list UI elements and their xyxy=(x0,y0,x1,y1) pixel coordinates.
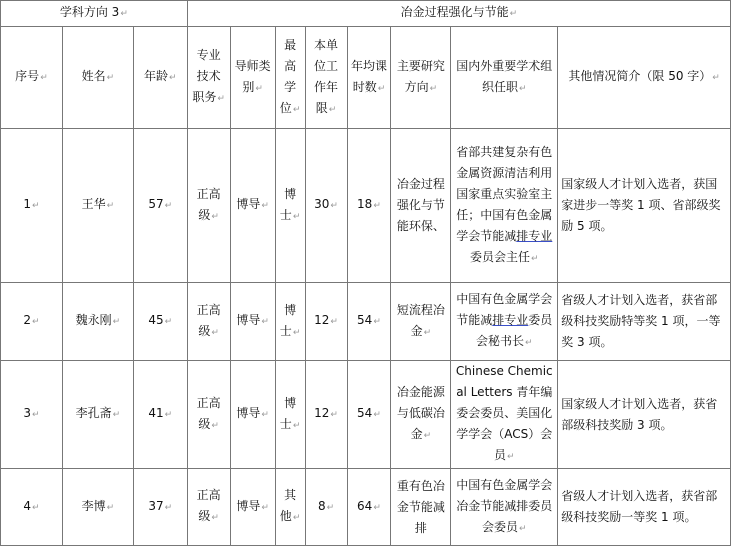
years-text: 30 xyxy=(314,197,330,211)
direction-label: 学科方向 3 xyxy=(59,5,120,19)
cell-years xyxy=(305,283,347,361)
direction-row xyxy=(1,1,731,27)
cell-research xyxy=(391,283,451,361)
degree-text: 博士 xyxy=(279,395,297,431)
header-research xyxy=(391,27,451,129)
cell-end-mark: ↵ xyxy=(519,523,527,534)
cell-end-mark: ↵ xyxy=(328,104,337,115)
cell-end-mark: ↵ xyxy=(164,317,173,327)
cell-hours xyxy=(347,283,391,361)
cell-degree xyxy=(275,469,305,546)
cell-seq xyxy=(1,283,63,361)
cell-end-mark: ↵ xyxy=(531,253,539,264)
hours-text: 64 xyxy=(357,498,373,513)
hours-text: 54 xyxy=(357,313,373,327)
cell-end-mark: ↵ xyxy=(32,502,40,513)
cell-other xyxy=(558,469,731,546)
cell-research xyxy=(391,469,451,546)
cell-years xyxy=(305,469,347,546)
cell-end-mark: ↵ xyxy=(525,338,533,348)
cell-end-mark: ↵ xyxy=(330,317,338,327)
cell-positions xyxy=(451,129,558,283)
title-text: 正高级 xyxy=(196,395,221,431)
cell-end-mark: ↵ xyxy=(120,9,128,19)
cell-end-mark: ↵ xyxy=(211,420,219,431)
header-name xyxy=(62,27,133,129)
direction-name-cell xyxy=(187,1,730,27)
cell-positions xyxy=(451,469,558,546)
seq-text: 4 xyxy=(23,498,31,513)
supervisor-text: 博导 xyxy=(236,498,261,513)
cell-end-mark: ↵ xyxy=(106,502,115,513)
column-header-row xyxy=(1,27,731,129)
cell-name xyxy=(62,283,133,361)
cell-end-mark: ↵ xyxy=(373,317,381,327)
cell-end-mark: ↵ xyxy=(423,431,432,441)
cell-end-mark: ↵ xyxy=(429,83,438,94)
header-seq xyxy=(1,27,63,129)
cell-end-mark: ↵ xyxy=(712,73,720,83)
header-supervisor-text: 导师类别 xyxy=(234,58,271,94)
positions-underlined-text: 排专业 xyxy=(516,228,553,243)
cell-name xyxy=(62,129,133,283)
table-row xyxy=(1,129,731,283)
cell-hours xyxy=(347,361,391,469)
cell-end-mark: ↵ xyxy=(106,73,115,83)
cell-end-mark: ↵ xyxy=(330,410,338,420)
cell-age xyxy=(133,283,187,361)
cell-years xyxy=(305,361,347,469)
cell-years xyxy=(305,129,347,283)
research-text: 冶金能源与低碳冶金 xyxy=(396,385,445,441)
cell-end-mark: ↵ xyxy=(164,502,173,513)
other-text: 省级人才计划入选者，获省部级科技奖励一等奖 1 项。 xyxy=(561,489,718,524)
cell-end-mark: ↵ xyxy=(373,410,381,420)
cell-end-mark: ↵ xyxy=(373,502,381,513)
supervisor-text: 博导 xyxy=(236,197,261,211)
cell-positions xyxy=(451,283,558,361)
cell-end-mark: ↵ xyxy=(261,502,269,513)
cell-end-mark: ↵ xyxy=(423,327,432,338)
header-degree-text: 最高学位 xyxy=(279,37,297,115)
degree-text: 博士 xyxy=(279,186,297,222)
cell-name xyxy=(62,469,133,546)
cell-end-mark: ↵ xyxy=(211,211,219,222)
title-text: 正高级 xyxy=(196,302,221,338)
title-text: 正高级 xyxy=(196,186,221,222)
seq-text: 3 xyxy=(23,406,31,420)
cell-research xyxy=(391,129,451,283)
positions-text: Chinese Chemical Letters 青年编委会委员、美国化学学会（ACS）会员 xyxy=(455,364,553,462)
cell-end-mark: ↵ xyxy=(106,201,115,211)
cell-title xyxy=(187,469,230,546)
positions-text: 中国有色金属学会节能减 xyxy=(456,292,553,327)
cell-end-mark: ↵ xyxy=(377,83,386,94)
positions-text-end: 委员会主任 xyxy=(470,249,531,264)
cell-supervisor xyxy=(230,361,275,469)
positions-text-end: 委员会秘书长 xyxy=(476,313,553,348)
cell-end-mark: ↵ xyxy=(32,410,40,420)
name-text: 李博 xyxy=(81,498,106,513)
header-other xyxy=(558,27,731,129)
cell-research xyxy=(391,361,451,469)
direction-name: 冶金过程强化与节能 xyxy=(400,5,509,19)
age-text: 45 xyxy=(148,313,164,327)
header-other-text: 其他情况简介（限 50 字） xyxy=(568,69,712,83)
name-text: 李孔斋 xyxy=(75,406,112,420)
cell-end-mark: ↵ xyxy=(112,410,121,420)
header-age xyxy=(133,27,187,129)
cell-end-mark: ↵ xyxy=(292,513,301,523)
supervisor-text: 博导 xyxy=(236,406,261,420)
cell-end-mark: ↵ xyxy=(261,317,269,327)
cell-end-mark: ↵ xyxy=(211,513,219,523)
age-text: 41 xyxy=(148,406,164,420)
cell-supervisor xyxy=(230,469,275,546)
cell-degree xyxy=(275,283,305,361)
header-supervisor xyxy=(230,27,275,129)
cell-degree xyxy=(275,361,305,469)
header-positions xyxy=(451,27,558,129)
header-years-text: 本单位工作年限 xyxy=(314,37,339,115)
hours-text: 54 xyxy=(357,406,373,420)
title-text: 正高级 xyxy=(196,488,221,523)
cell-name xyxy=(62,361,133,469)
header-age-text: 年龄 xyxy=(143,69,168,83)
seq-text: 1 xyxy=(23,197,31,211)
research-text: 短流程冶金 xyxy=(396,302,445,338)
age-text: 37 xyxy=(148,498,164,513)
header-positions-text: 国内外重要学术组织任职 xyxy=(456,58,553,94)
cell-end-mark: ↵ xyxy=(509,9,518,19)
header-title xyxy=(187,27,230,129)
cell-end-mark: ↵ xyxy=(211,327,219,338)
cell-supervisor xyxy=(230,283,275,361)
table-row xyxy=(1,469,731,546)
degree-text: 博士 xyxy=(279,302,297,338)
cell-title xyxy=(187,283,230,361)
cell-end-mark: ↵ xyxy=(292,211,301,222)
table-row xyxy=(1,361,731,469)
cell-end-mark: ↵ xyxy=(292,327,301,338)
other-text: 国家级人才计划入选者，获国家进步一等奖 1 项、省部级奖励 5 项。 xyxy=(561,177,721,233)
cell-end-mark: ↵ xyxy=(261,410,269,420)
cell-end-mark: ↵ xyxy=(261,201,269,211)
cell-end-mark: ↵ xyxy=(507,452,515,462)
cell-end-mark: ↵ xyxy=(326,502,335,513)
cell-other xyxy=(558,283,731,361)
cell-end-mark: ↵ xyxy=(112,317,121,327)
cell-end-mark: ↵ xyxy=(32,317,40,327)
header-research-text: 主要研究方向 xyxy=(396,58,445,94)
cell-hours xyxy=(347,469,391,546)
research-text: 重有色冶金节能减排 xyxy=(396,478,445,535)
supervisor-text: 博导 xyxy=(236,313,261,327)
name-text: 王华 xyxy=(81,197,106,211)
header-degree xyxy=(275,27,305,129)
years-text: 12 xyxy=(314,406,330,420)
cell-end-mark: ↵ xyxy=(217,94,225,104)
header-hours-text: 年均课时数 xyxy=(350,58,387,94)
cell-other xyxy=(558,361,731,469)
cell-age xyxy=(133,361,187,469)
cell-degree xyxy=(275,129,305,283)
cell-supervisor xyxy=(230,129,275,283)
cell-end-mark: ↵ xyxy=(292,420,301,431)
degree-text: 其他 xyxy=(279,488,297,523)
cell-hours xyxy=(347,129,391,283)
age-text: 57 xyxy=(148,197,164,211)
seq-text: 2 xyxy=(23,313,31,327)
cell-end-mark: ↵ xyxy=(255,83,263,94)
cell-seq xyxy=(1,129,63,283)
research-text: 冶金过程强化与节能环保、 xyxy=(396,177,445,233)
positions-text: 中国有色金属学会冶金节能减排委员会委员 xyxy=(456,477,553,534)
years-text: 8 xyxy=(317,498,326,513)
other-text: 国家级人才计划入选者，获省部级科技奖励 3 项。 xyxy=(561,396,718,432)
direction-label-cell xyxy=(1,1,188,27)
cell-title xyxy=(187,361,230,469)
cell-end-mark: ↵ xyxy=(519,83,527,94)
cell-end-mark: ↵ xyxy=(164,201,173,211)
cell-end-mark: ↵ xyxy=(164,410,173,420)
header-name-text: 姓名 xyxy=(81,69,106,83)
positions-text: 省部共建复杂有色金属资源清洁利用国家重点实验室主任；中国有色金属学会节能减 xyxy=(456,144,553,243)
cell-end-mark: ↵ xyxy=(40,73,48,83)
cell-positions xyxy=(451,361,558,469)
cell-other xyxy=(558,129,731,283)
cell-seq xyxy=(1,469,63,546)
cell-end-mark: ↵ xyxy=(168,73,177,83)
cell-end-mark: ↵ xyxy=(32,201,40,211)
table-row xyxy=(1,283,731,361)
header-years xyxy=(305,27,347,129)
years-text: 12 xyxy=(314,313,330,327)
header-seq-text: 序号 xyxy=(15,69,40,83)
cell-end-mark: ↵ xyxy=(292,104,301,115)
header-title-text: 专业技术职务 xyxy=(192,48,221,104)
cell-end-mark: ↵ xyxy=(373,201,381,211)
header-hours xyxy=(347,27,391,129)
cell-title xyxy=(187,129,230,283)
cell-seq xyxy=(1,361,63,469)
hours-text: 18 xyxy=(357,197,373,211)
name-text: 魏永刚 xyxy=(75,313,112,327)
cell-end-mark: ↵ xyxy=(330,201,338,211)
cell-age xyxy=(133,129,187,283)
cell-age xyxy=(133,469,187,546)
other-text: 省级人才计划入选者，获省部级科技奖励特等奖 1 项，一等奖 3 项。 xyxy=(561,293,721,349)
positions-underlined-text: 排专业 xyxy=(492,313,529,327)
